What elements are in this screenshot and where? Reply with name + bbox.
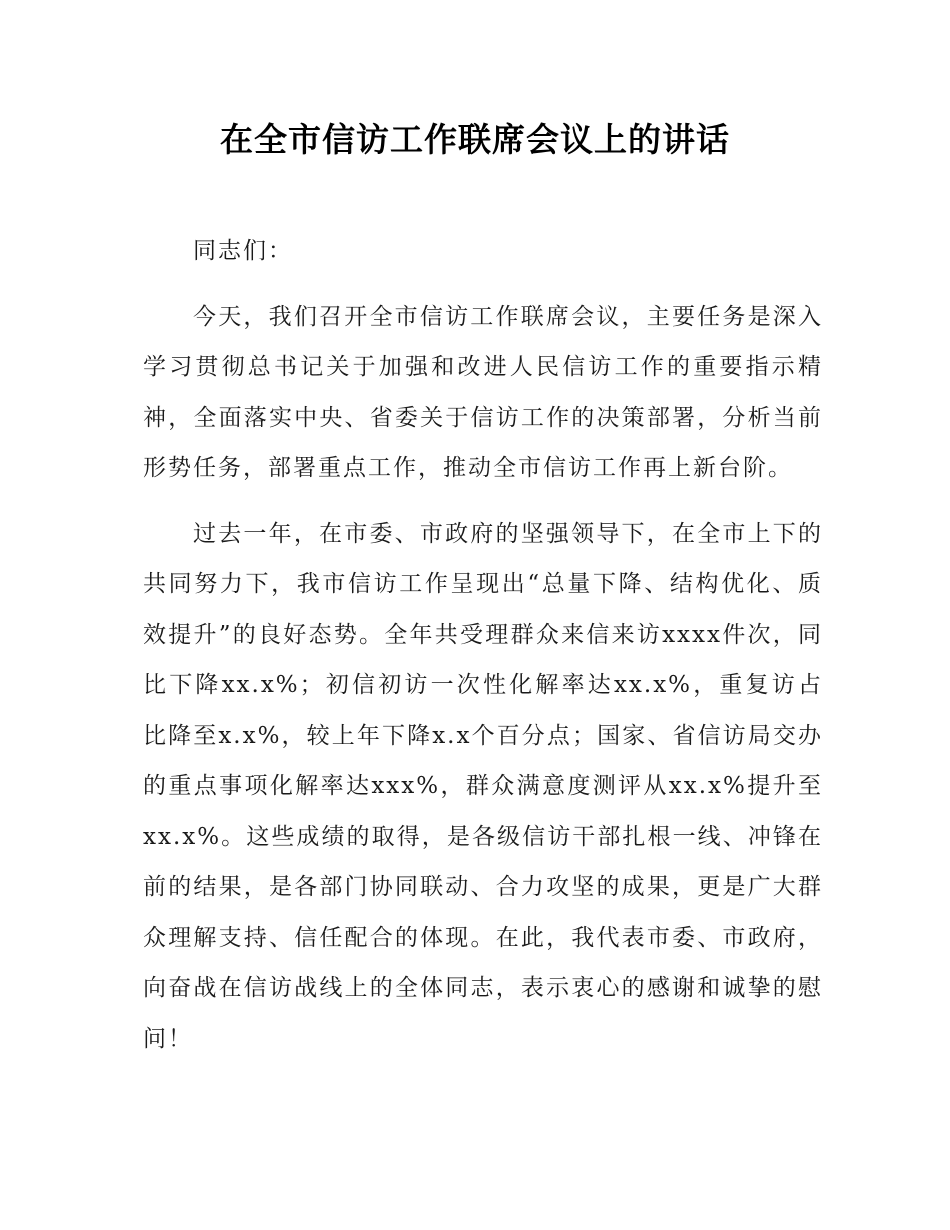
paragraph-achievements: 过去一年，在市委、市政府的坚强领导下，在全市上下的共同努力下，我市信访工作呈现出“总量下降、结构优化、质效提升”的良好态势。全年共受理群众来信来访xxxx件次，同比下降xx.x%；初信初访一次性化解率达xx.x%，重复访占比降至x.x%，较上年下降x.x个百分点；国家、省信访局交办的重点事项化解率达xxx%，群众满意度测评从xx.x%提升至xx.x%。这些成绩的取得，是各级信访干部扎根一线、冲锋在前的结果，是各部门协同联动、合力攻坚的成果，更是广大群众理解支持、信任配合的体现。在此，我代表市委、市政府，向奋战在信访战线上的全体同志，表示衷心的感谢和诚挚的慰问！ [143,520,823,1052]
greeting: 同志们： [193,238,293,264]
document-title: 在全市信访工作联席会议上的讲话 [220,120,730,159]
document-body [143,226,823,1079]
paragraph-opening: 今天，我们召开全市信访工作联席会议，主要任务是深入学习贯彻总书记关于加强和改进人民信访工作的重要指示精神，全面落实中央、省委关于信访工作的决策部署，分析当前形势任务，部署重点工作，推动全市信访工作再上新台阶。 [143,303,823,481]
